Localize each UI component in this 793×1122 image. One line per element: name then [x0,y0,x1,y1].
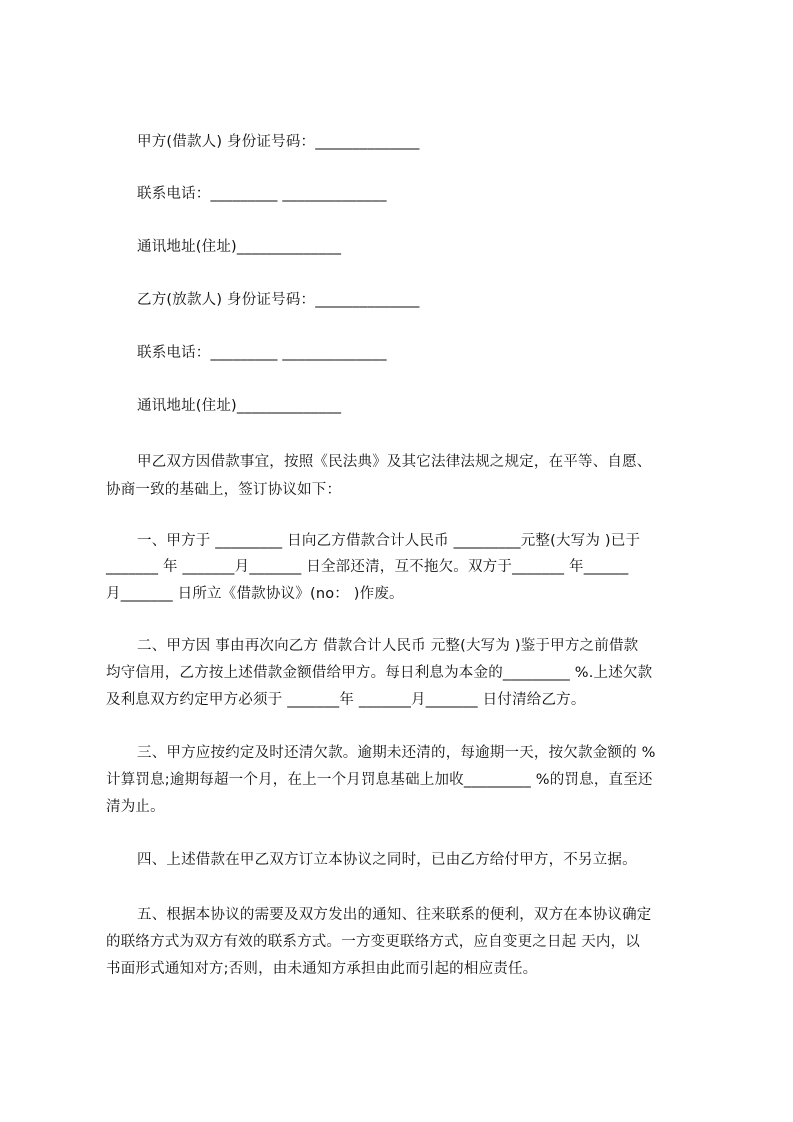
clause-5-line-3: 书面形式通知对方;否则，由未通知方承担由此而引起的相应责任。 [106,961,538,977]
clause-2-line-3: 及利息双方约定甲方必须于 _______年 _______月_______ 日付清给乙方。 [106,692,586,708]
intro-line-1: 甲乙双方因借款事宜，按照《民法典》及其它法律法规之规定，在平等、自愿、 [137,454,652,470]
party-a-phone-line: 联系电话：_________ ______________ [137,186,387,202]
clause-1-line-1: 一、甲方于 _________ 日向乙方借款合计人民币 _________元整(大写为 )已于 [137,533,641,549]
clause-2-line-1: 二、甲方因 事由再次向乙方 借款合计人民币 元整(大写为 )鉴于甲方之前借款 [137,638,639,654]
intro-line-2: 协商一致的基础上，签订协议如下： [106,482,342,498]
party-a-address-line: 通讯地址(住址)______________ [137,239,342,255]
party-b-phone-line: 联系电话：_________ ______________ [137,345,387,361]
party-b-id-line: 乙方(放款人) 身份证号码：______________ [137,292,420,308]
clause-1-line-3: 月_______ 日所立《借款协议》(no： )作废。 [106,586,404,602]
clause-5-line-1: 五、根据本协议的需要及双方发出的通知、往来联系的便利，双方在本协议确定 [137,907,652,923]
clause-1-line-2: _______ 年 _______月_______ 日全部还清，互不拖欠。双方于_______ 年______ [106,559,629,575]
party-a-id-line: 甲方(借款人) 身份证号码：______________ [137,134,420,150]
party-b-address-line: 通讯地址(住址)______________ [137,398,342,414]
clause-5-line-2: 的联络方式为双方有效的联系方式。一方变更联络方式，应自变更之日起 天内，以 [106,934,641,950]
clause-4-line-1: 四、上述借款在甲乙双方订立本协议之同时，已由乙方给付甲方，不另立据。 [137,852,637,868]
clause-3-line-1: 三、甲方应按约定及时还清欠款。逾期未还清的，每逾期一天，按欠款金额的 % [137,745,656,761]
clause-3-line-2: 计算罚息;逾期每超一个月，在上一个月罚息基础上加收_________ %的罚息，直至还 [106,772,653,788]
clause-2-line-2: 均守信用，乙方按上述借款金额借给甲方。每日利息为本金的_________ %.上述欠款 [106,665,653,681]
clause-3-line-3: 清为止。 [106,799,165,815]
